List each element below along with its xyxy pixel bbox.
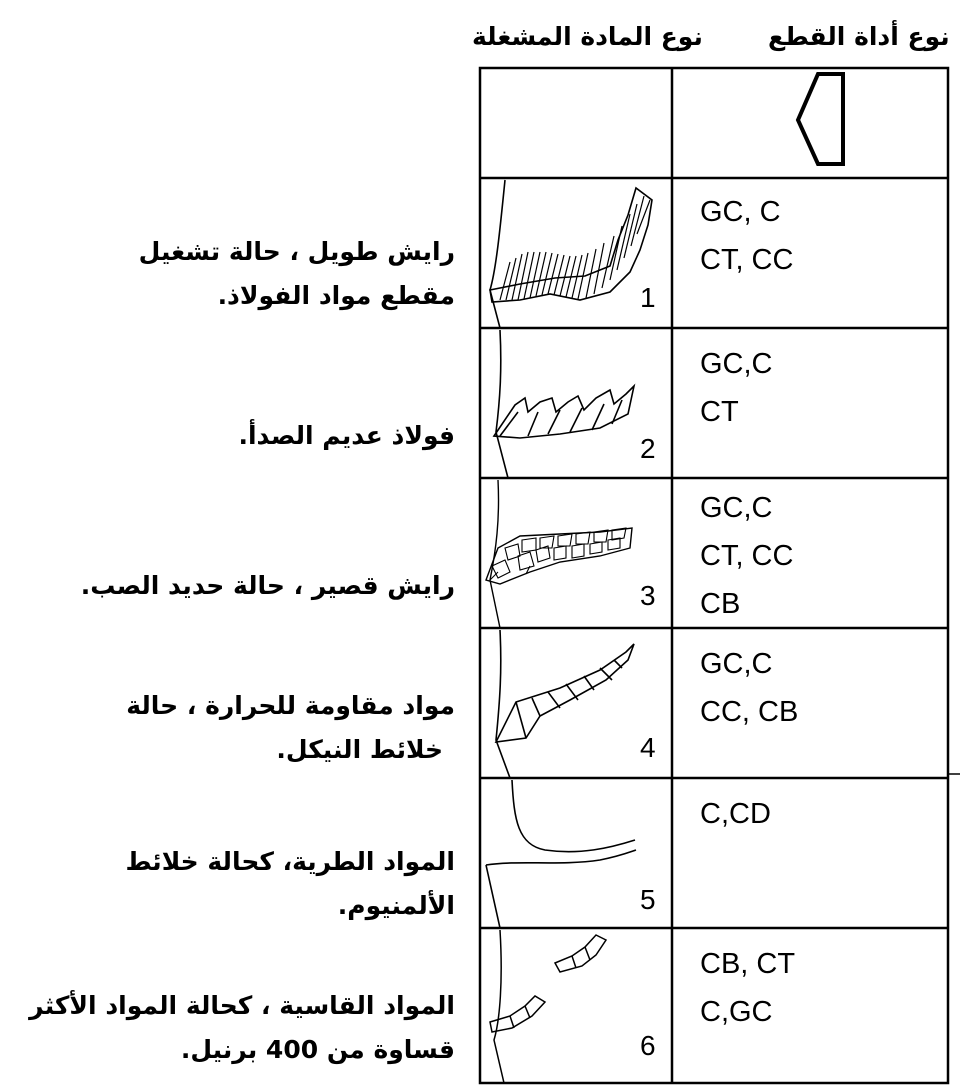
heat-resistant-chip-icon: [496, 630, 634, 778]
row-1-description: [0, 230, 455, 318]
header-tool-type: نوع أداة القطع: [768, 22, 950, 51]
row-6-number: 6: [640, 1030, 656, 1061]
row-1-grades: [700, 188, 793, 284]
row-3-grade-line: GC,C: [700, 492, 773, 524]
fragmented-chip-icon: [486, 480, 632, 628]
row-1-grade-line: GC, C: [700, 196, 781, 228]
row-4-grade-line: CC, CB: [700, 696, 799, 728]
row-5-number: 5: [640, 884, 656, 915]
row-6-grade-line: C,GC: [700, 996, 773, 1028]
row-5-description: [0, 840, 455, 928]
hard-segment-chip-icon: [490, 930, 606, 1083]
header-material-type: نوع المادة المشغلة: [472, 22, 703, 51]
row-4-grades: [700, 640, 798, 736]
row-1-grade-line: CT, CC: [700, 244, 794, 276]
row-1-description-line: رايش طويل ، حالة تشغيل: [138, 237, 455, 266]
row-6-grade-line: CB, CT: [700, 948, 796, 980]
row-4-description-line: خلائط النيكل.: [276, 735, 443, 764]
row-4-grade-line: GC,C: [700, 648, 773, 680]
row-6-description-line: قساوة من 400 برنيل.: [180, 1035, 455, 1064]
row-3-grade-line: CT, CC: [700, 540, 794, 572]
row-1-description-line: مقطع مواد الفولاذ.: [217, 281, 455, 310]
row-4-number: 4: [640, 732, 656, 763]
cutting-insert-icon: [798, 74, 843, 164]
row-1-number: 1: [640, 282, 656, 313]
row-3-number: 3: [640, 580, 656, 611]
row-5-grades: [700, 790, 771, 838]
row-6-description-line: المواد القاسية ، كحالة المواد الأكثر: [29, 991, 455, 1020]
row-2-description-line: فولاذ عديم الصدأ.: [238, 421, 455, 450]
serrated-chip-icon: [494, 330, 634, 478]
row-2-grade-line: GC,C: [700, 348, 773, 380]
row-5-grade-line: C,CD: [700, 798, 771, 830]
row-2-number: 2: [640, 433, 656, 464]
row-4-description-line: مواد مقاومة للحرارة ، حالة: [126, 691, 455, 720]
long-ribbon-chip-icon: [490, 180, 652, 328]
row-6-grades: [700, 940, 795, 1036]
row-3-description-line: رايش قصير ، حالة حديد الصب.: [80, 571, 455, 600]
row-2-description: [0, 414, 455, 458]
row-6-description: [0, 984, 455, 1072]
row-3-description: [0, 564, 455, 608]
row-3-grades: [700, 484, 793, 628]
soft-chip-icon: [486, 780, 636, 928]
row-2-grade-line: CT: [700, 396, 739, 428]
row-5-description-line: المواد الطرية، كحالة خلائط: [125, 847, 455, 876]
row-4-description: [0, 684, 455, 772]
row-3-grade-line: CB: [700, 588, 741, 620]
row-2-grades: [700, 340, 773, 436]
row-5-description-line: الألمنيوم.: [337, 891, 455, 920]
